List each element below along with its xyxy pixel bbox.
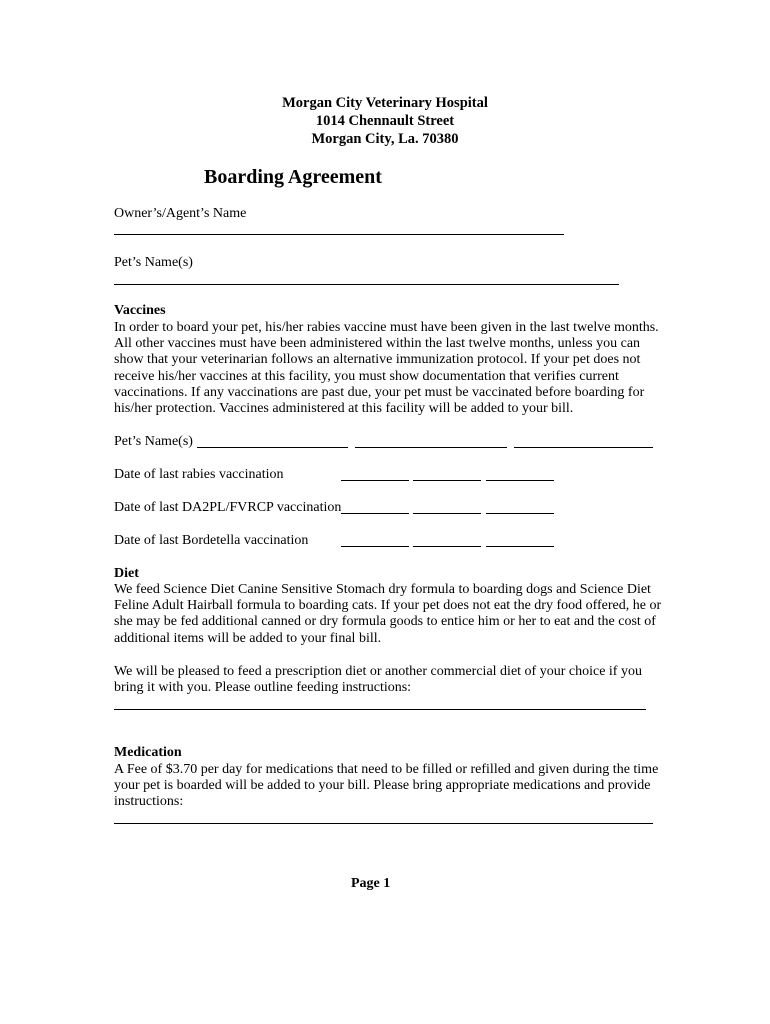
- hospital-street: 1014 Chennault Street: [315, 113, 455, 129]
- pets-name-label: Pet’s Name(s): [114, 255, 193, 270]
- da2pl-date-field-3[interactable]: [486, 513, 554, 514]
- vaccines-line: his/her protection. Vaccines administered at this facility will be added to your bill.: [114, 401, 574, 417]
- diet-paragraph-2: [114, 664, 659, 696]
- vaccines-paragraph: [114, 320, 659, 417]
- vaccines-heading: Vaccines: [114, 303, 166, 318]
- diet-line: Feline Adult Hairball formula to boarding cats. If your pet does not eat the dry food offered, he or: [114, 598, 662, 614]
- feeding-instructions-field[interactable]: [114, 709, 646, 710]
- diet-line: We feed Science Diet Canine Sensitive Stomach dry formula to boarding dogs and Science Diet: [114, 582, 651, 597]
- vaccines-line: vaccinations. If any vaccinations are past due, your pet must be vaccinated before boarding for: [114, 384, 645, 400]
- diet-paragraph: [114, 582, 662, 647]
- vaccines-line: show that your veterinarian follows an alternative immunization protocol. If your pet does not: [114, 352, 641, 368]
- bordetella-date-field-3[interactable]: [486, 546, 554, 547]
- medication-line: A Fee of $3.70 per day for medications that need to be filled or refilled and given during the time: [114, 762, 659, 777]
- hospital-name: Morgan City Veterinary Hospital: [282, 95, 488, 111]
- page-number: Page 1: [351, 876, 391, 891]
- document-title: Boarding Agreement: [204, 166, 382, 188]
- pet-name-field-3[interactable]: [514, 447, 653, 448]
- diet-line: she may be fed additional canned or dry formula goods to entice him or her to eat and the cost of: [114, 614, 656, 630]
- rabies-date-field-2[interactable]: [413, 480, 481, 481]
- da2pl-label: Date of last DA2PL/FVRCP vaccination: [114, 500, 342, 515]
- owner-name-field[interactable]: [114, 234, 564, 235]
- rabies-label: Date of last rabies vaccination: [114, 467, 284, 482]
- hospital-city: Morgan City, La. 70380: [311, 131, 459, 147]
- owner-name-label: Owner’s/Agent’s Name: [114, 206, 247, 221]
- vaccines-line: In order to board your pet, his/her rabies vaccine must have been given in the last twelve months.: [114, 320, 659, 335]
- medication-line: instructions:: [114, 794, 184, 810]
- rabies-date-field-1[interactable]: [341, 480, 409, 481]
- vaccine-pets-name-label: Pet’s Name(s): [114, 434, 193, 449]
- bordetella-label: Date of last Bordetella vaccination: [114, 533, 309, 548]
- diet-line: bring it with you. Please outline feeding instructions:: [114, 680, 412, 696]
- rabies-date-field-3[interactable]: [486, 480, 554, 481]
- da2pl-date-field-2[interactable]: [413, 513, 481, 514]
- da2pl-date-field-1[interactable]: [341, 513, 409, 514]
- vaccines-line: receive his/her vaccines at this facility, you must show documentation that verifies current: [114, 368, 619, 384]
- bordetella-date-field-1[interactable]: [341, 546, 409, 547]
- pets-name-field[interactable]: [114, 284, 619, 285]
- medication-paragraph: [114, 762, 659, 811]
- diet-line: We will be pleased to feed a prescription diet or another commercial diet of your choice if you: [114, 664, 642, 679]
- medication-line: your pet is boarded will be added to your bill. Please bring appropriate medications and provide: [114, 778, 651, 794]
- vaccines-line: All other vaccines must have been administered within the last twelve months, unless you can: [114, 336, 641, 352]
- diet-heading: Diet: [114, 566, 139, 581]
- diet-line: additional items will be added to your final bill.: [114, 630, 382, 646]
- medication-instructions-field[interactable]: [114, 823, 653, 824]
- medication-heading: Medication: [114, 745, 182, 760]
- bordetella-date-field-2[interactable]: [413, 546, 481, 547]
- pet-name-field-2[interactable]: [355, 447, 507, 448]
- pet-name-field-1[interactable]: [197, 447, 348, 448]
